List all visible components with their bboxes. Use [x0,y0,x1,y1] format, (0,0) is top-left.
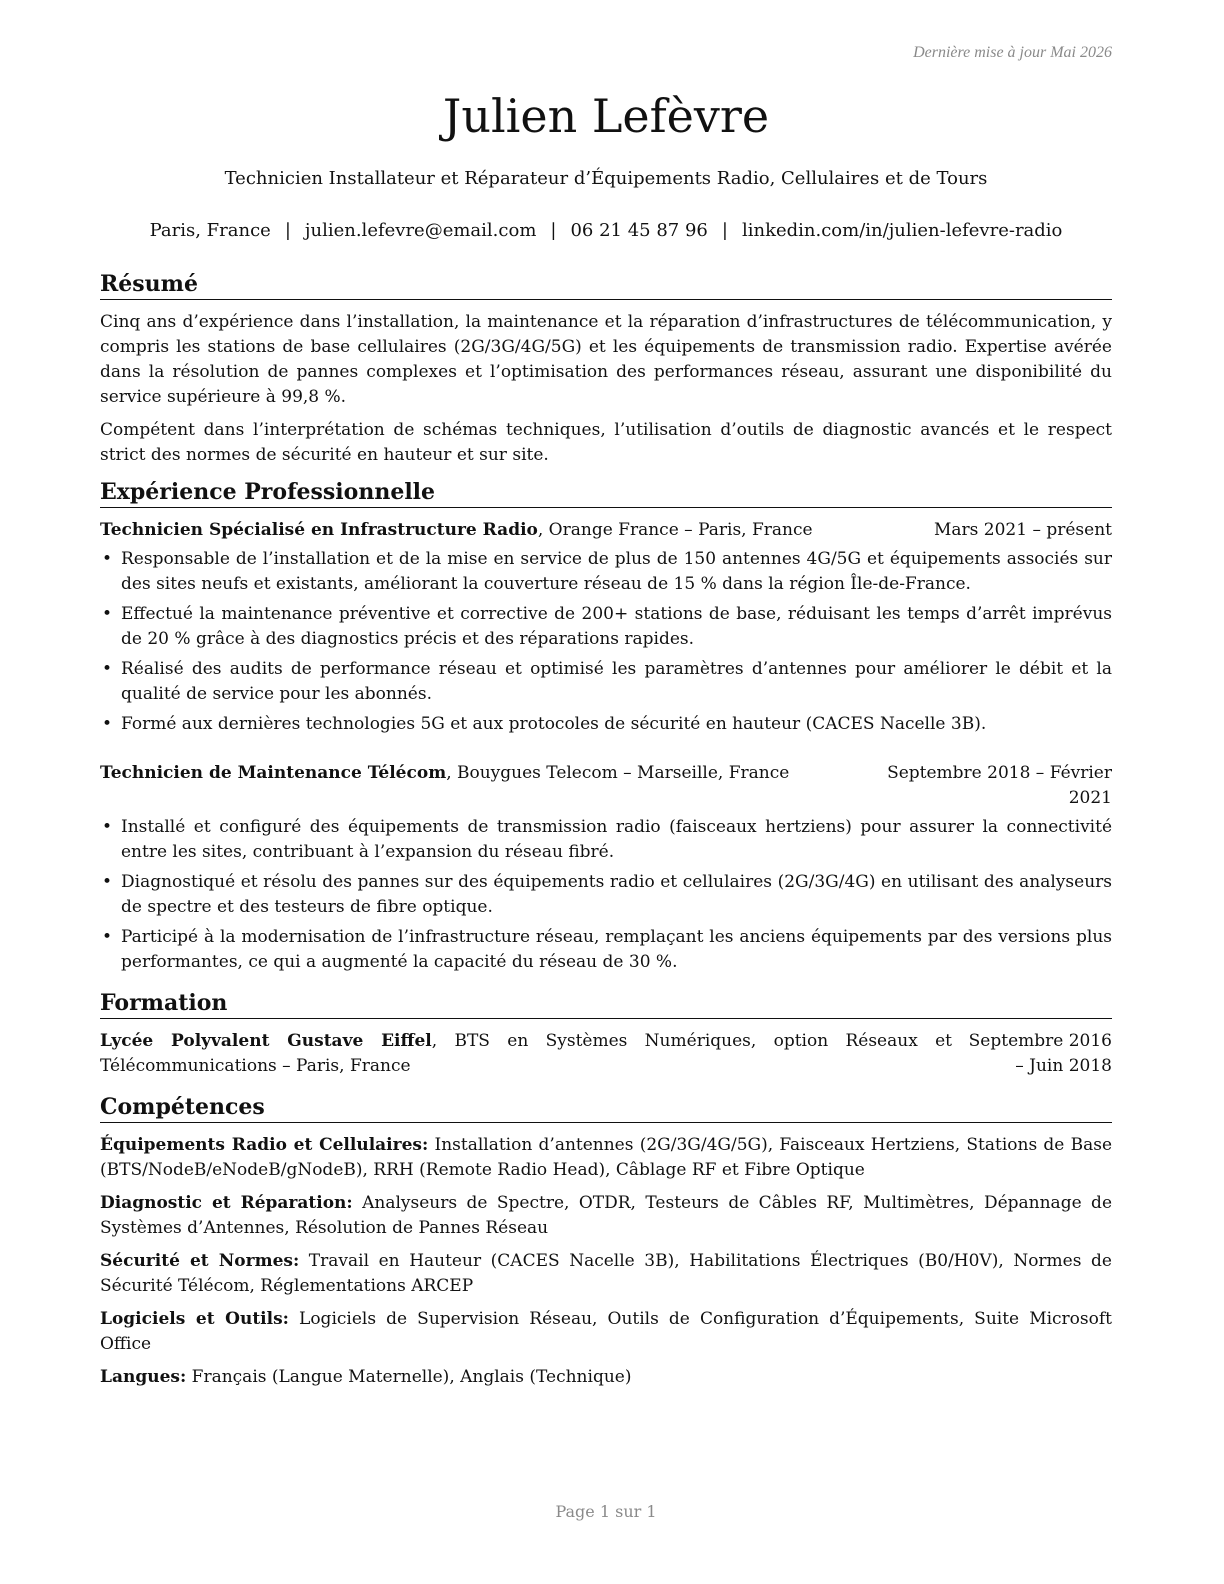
job-company: , Bouygues Telecom – Marseille, France [446,763,790,783]
job-entry [100,761,1112,975]
education-school: Lycée Polyvalent Gustave Eiffel [100,1031,432,1051]
section-title: Formation [100,989,1112,1019]
skill-text: Travail en Hauteur (CACES Nacelle 3B), Habilitations Électriques (B0/H0V), Normes de Sécurité Télécom, Réglementations ARCEP [100,1251,1112,1296]
skill-label: Sécurité et Normes: [100,1251,300,1271]
contact-location: Paris, France [149,220,271,241]
job-title: Technicien Installateur et Réparateur d’Équipements Radio, Cellulaires et de Tours [224,168,988,189]
education-program: , BTS en Systèmes Numériques, option Réseaux et Télécommunications – Paris, France [100,1031,953,1076]
job-bullet: • Installé et configuré des équipements de transmission radio (faisceaux hertziens) pour assurer la connectivité entre les sites, contribuant à l’expansion du réseau fibré. [100,815,1112,865]
job-entry [100,518,1112,737]
job-bullets [100,547,1112,737]
last-updated: Dernière mise à jour Mai 2026 [913,44,1112,61]
job-bullet: • Diagnostiqué et résolu des pannes sur des équipements radio et cellulaires (2G/3G/4G) en utilisant des analyseurs de spectre et des testeurs de fibre optique. [100,870,1112,920]
page-number: Page 1 sur 1 [555,1502,657,1521]
job-header [100,518,1112,543]
job-bullets [100,815,1112,975]
resume-page [100,0,1112,1584]
section-title: Expérience Professionnelle [100,478,1112,508]
resume-content [100,270,1112,1400]
education-section [100,989,1112,1079]
job-bullet: • Participé à la modernisation de l’infrastructure réseau, remplaçant les anciens équipements par des versions plus performantes, ce qui a augmenté la capacité du réseau de 30 %. [100,925,1112,975]
section-title: Compétences [100,1093,1112,1123]
job-date: Septembre 2018 – Février 2021 [887,763,1112,808]
job-role: Technicien Spécialisé en Infrastructure Radio [100,520,538,540]
experience-section [100,478,1112,975]
job-bullet: • Effectué la maintenance préventive et corrective de 200+ stations de base, réduisant les temps d’arrêt imprévus de 20 % grâce à des diagnostics précis et des réparations rapides. [100,602,1112,652]
job-bullet: • Responsable de l’installation et de la mise en service de plus de 150 antennes 4G/5G et équipements associés sur des sites neufs et existants, améliorant la couverture réseau de 15 % dans la région Île-de-France. [100,547,1112,597]
education-detail [100,1029,952,1079]
summary-paragraph: Cinq ans d’expérience dans l’installation, la maintenance et la réparation d’infrastructures de télécommunication, y compris les stations de base cellulaires (2G/3G/4G/5G) et les équipements de transmission radio. Expertise avérée dans la résolution de pannes complexes et l’optimisation des performances réseau, assurant une disponibilité du service supérieure à 99,8 %. [100,312,1112,407]
contact-line [100,219,1112,243]
job-company: , Orange France – Paris, France [537,520,813,540]
job-date: Mars 2021 – présent [933,520,1112,540]
skill-line [100,1365,1112,1390]
education-entry [100,1029,1112,1079]
education-date: Septembre 2016 – Juin 2018 [968,1031,1112,1076]
job-bullet: • Réalisé des audits de performance réseau et optimisé les paramètres d’antennes pour améliorer le débit et la qualité de service pour les abonnés. [100,657,1112,707]
contact-separator: | [721,220,728,241]
job-position [100,518,862,543]
skill-label: Langues: [100,1367,187,1387]
skill-text: Installation d’antennes (2G/3G/4G/5G), Faisceaux Hertziens, Stations de Base (BTS/NodeB/eNodeB/gNodeB), RRH (Remote Radio Head), Câblage RF et Fibre Optique [100,1135,1112,1180]
skill-line [100,1191,1112,1241]
skill-text: Analyseurs de Spectre, OTDR, Testeurs de Câbles RF, Multimètres, Dépannage de Systèmes d’Antennes, Résolution de Pannes Réseau [100,1193,1113,1238]
skill-line [100,1133,1112,1183]
skill-label: Logiciels et Outils: [100,1309,289,1329]
section-title: Résumé [100,270,1112,300]
contact-email[interactable]: julien.lefevre@email.com [304,220,537,241]
summary-paragraph: Compétent dans l’interprétation de schémas techniques, l’utilisation d’outils de diagnostic avancés et le respect strict des normes de sécurité en hauteur et sur site. [100,420,1112,465]
skill-text: Français (Langue Maternelle), Anglais (Technique) [186,1367,632,1387]
contact-linkedin[interactable]: linkedin.com/in/julien-lefevre-radio [741,220,1063,241]
skill-line [100,1249,1112,1299]
contact-separator: | [284,220,291,241]
summary-section [100,270,1112,468]
skills-section [100,1093,1112,1390]
skill-line [100,1307,1112,1357]
contact-separator: | [550,220,557,241]
contact-phone: 06 21 45 87 96 [570,220,708,241]
skill-text: Logiciels de Supervision Réseau, Outils de Configuration d’Équipements, Suite Microsoft Office [100,1309,1112,1354]
person-name: Julien Lefèvre [442,89,770,143]
job-bullet: • Formé aux dernières technologies 5G et aux protocoles de sécurité en hauteur (CACES Nacelle 3B). [100,712,1112,737]
job-role: Technicien de Maintenance Télécom [100,763,447,783]
job-header [100,761,1112,811]
skill-label: Diagnostic et Réparation: [100,1193,353,1213]
job-position [100,761,862,786]
skill-label: Équipements Radio et Cellulaires: [100,1135,429,1155]
